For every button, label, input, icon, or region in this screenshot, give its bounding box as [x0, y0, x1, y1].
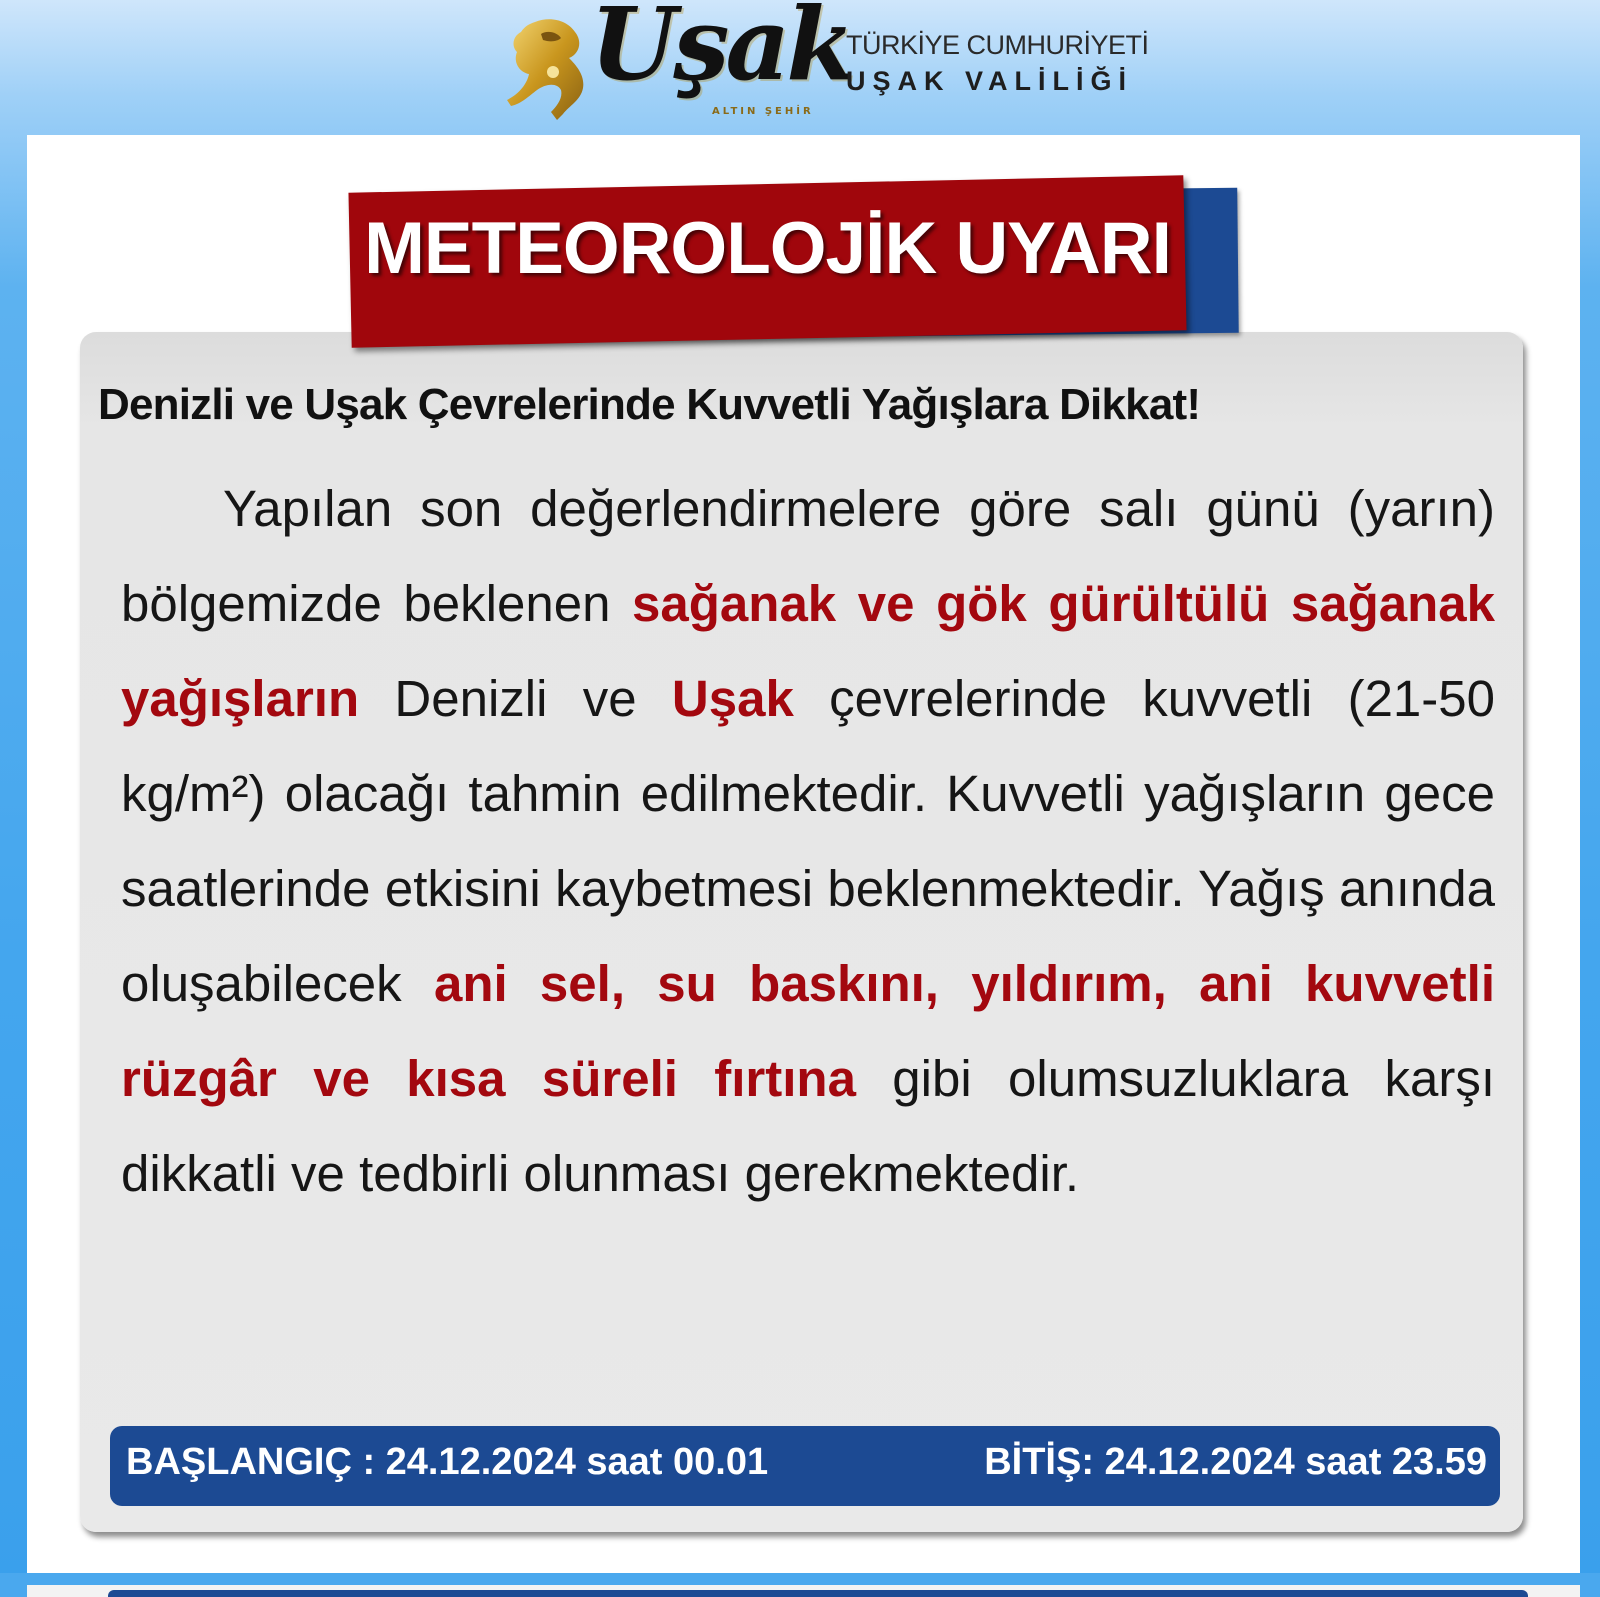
warning-body [121, 461, 1495, 1221]
body-text-3: çevrelerinde kuvvetli (21-50 kg/m²) olacağı tahmin edilmektedir. Kuvvetli yağışların gece saatlerinde etkisini kaybetmesi beklenmektedir. Yağış anında oluşabilecek [121, 670, 1496, 1012]
end-date: BİTİŞ: 24.12.2024 saat 23.59 [984, 1441, 1487, 1483]
warning-headline: Denizli ve Uşak Çevrelerinde Kuvvetli Yağışlara Dikkat! [98, 380, 1201, 429]
start-date: BAŞLANGIÇ : 24.12.2024 saat 00.01 [126, 1441, 769, 1483]
logo-tagline: ALTIN ŞEHİR [712, 106, 814, 117]
next-bar-edge [108, 1590, 1528, 1597]
logo-wordmark: Uşak [590, 0, 852, 103]
highlight-usak: Uşak [671, 670, 794, 727]
body-text-1: Yapılan son değerlendirmelere göre salı günü (yarın) bölgemizde beklenen [121, 480, 1495, 632]
highlight-showers: sağanak ve gök gürültülü sağanak yağışların [121, 575, 1496, 727]
header [0, 0, 1600, 135]
body-text-2: Denizli ve [394, 670, 637, 727]
body-text-4: gibi olumsuzluklara karşı dikkatli ve tedbirli olunması gerekmektedir. [121, 1050, 1496, 1202]
golden-horse-rider-icon [505, 14, 597, 124]
warning-title: METEOROLOJİK UYARI [364, 208, 1171, 289]
government-title: TÜRKİYE CUMHURİYETİ [846, 30, 1149, 60]
highlight-hazards: ani sel, su baskını, yıldırım, ani kuvvetli rüzgâr ve kısa süreli fırtına [121, 955, 1495, 1107]
governorship-title: UŞAK VALİLİĞİ [846, 66, 1134, 96]
